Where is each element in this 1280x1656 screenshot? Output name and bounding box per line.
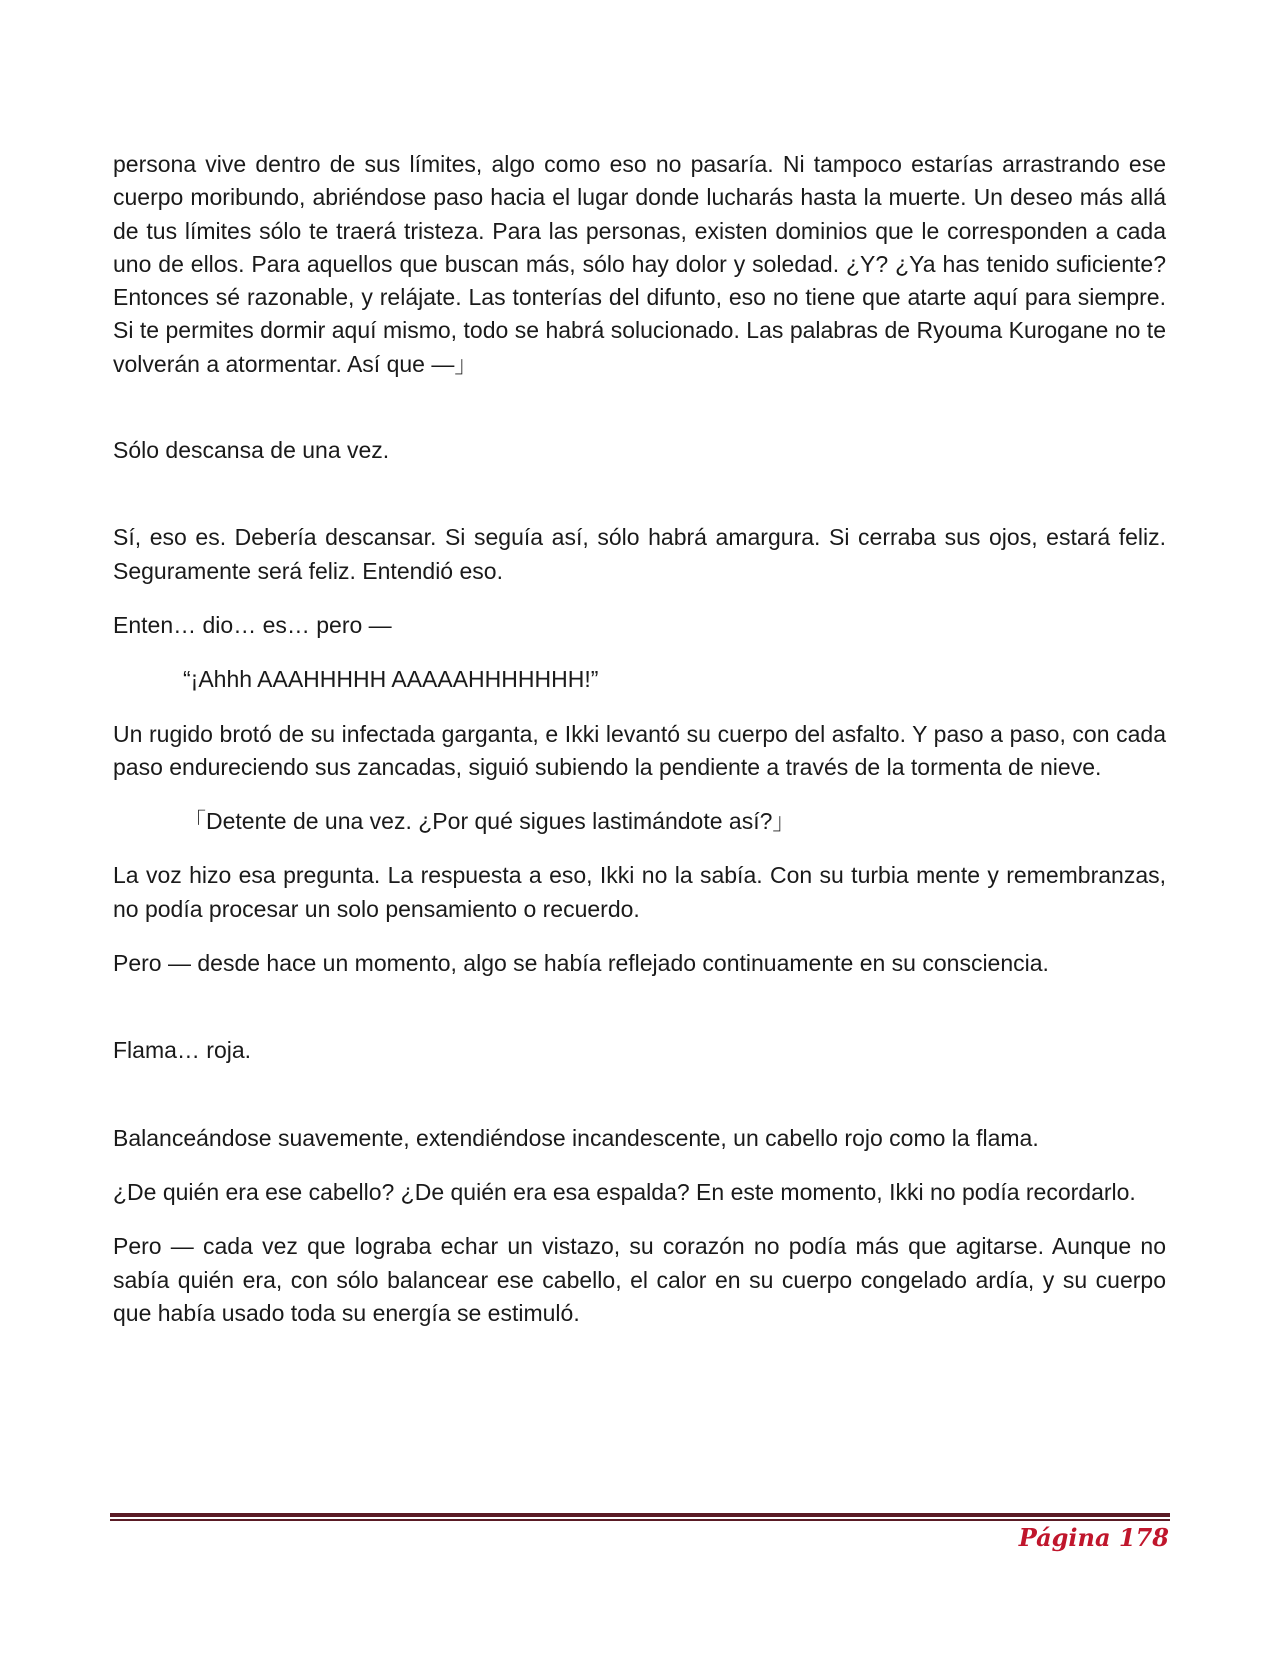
page-number: Página 178 [1018,1523,1169,1552]
paragraph-4: Enten… dio… es… pero — [113,611,392,638]
paragraph-6: Un rugido brotó de su infectada garganta, e Ikki levantó su cuerpo del asfalto. Y paso a paso, con cada paso endureciendo sus zancadas, siguió subiendo la pendiente a través de la tormenta de nieve. [113,720,1166,780]
paragraph-10: Flama… roja. [113,1037,252,1064]
footer-divider [110,1513,1170,1521]
paragraph-8: La voz hizo esa pregunta. La respuesta a eso, Ikki no la sabía. Con su turbia mente y remembranzas, no podía procesar un solo pensamiento o recuerdo. [113,862,1166,922]
paragraph-11: Balanceándose suavemente, extendiéndose incandescente, un cabello rojo como la flama. [113,1124,1039,1151]
paragraph-2: Sólo descansa de una vez. [113,437,390,464]
paragraph-12: ¿De quién era ese cabello? ¿De quién era esa espalda? En este momento, Ikki no podía recordarlo. [113,1178,1136,1205]
paragraph-9: Pero — desde hace un momento, algo se había reflejado continuamente en su consciencia. [113,950,1049,977]
voice-line: 「Detente de una vez. ¿Por qué sigues lastimándote así?」 [183,808,796,835]
footer-divider-thick [110,1513,1170,1517]
page-body [113,148,1166,1330]
paragraph-1: persona vive dentro de sus límites, algo como eso no pasaría. Ni tampoco estarías arrastrando ese cuerpo moribundo, abriéndose paso hacia el lugar donde lucharás hasta la muerte. Un deseo más allá de tus límites sólo te traerá tristeza. Para las personas, existen dominios que le corresponden a cada uno de ellos. Para aquellos que buscan más, sólo hay dolor y soledad. ¿Y? ¿Ya has tenido suficiente? Entonces sé razonable, y relájate. Las tonterías del difunto, eso no tiene que atarte aquí para siempre. Si te permites dormir aquí mismo, todo se habrá solucionado. Las palabras de Ryouma Kurogane no te volverán a atormentar. Así que —」 [113,151,1166,377]
footer-divider-thin [110,1519,1170,1521]
paragraph-3: Sí, eso es. Debería descansar. Si seguía así, sólo habrá amargura. Si cerraba sus ojos, estará feliz. Seguramente será feliz. Entendió eso. [113,524,1166,584]
shout-line: “¡Ahhh AAAHHHHH AAAAAHHHHHHH!” [183,666,599,693]
paragraph-13: Pero — cada vez que lograba echar un vistazo, su corazón no podía más que agitarse. Aunque no sabía quién era, con sólo balancear ese cabello, el calor en su cuerpo congelado ardía, y su cuerpo que había usado toda su energía se estimuló. [113,1233,1166,1326]
